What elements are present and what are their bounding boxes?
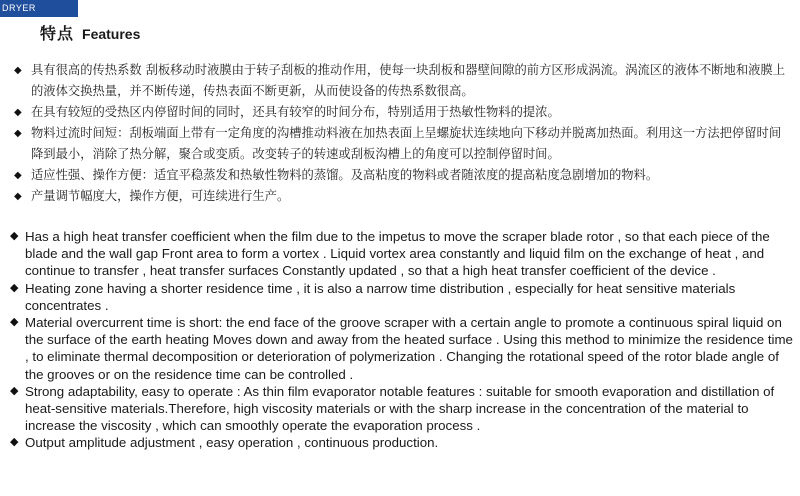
feature-zh-item: [14, 102, 790, 123]
diamond-bullet-icon: ◆: [10, 281, 19, 294]
feature-zh-text: 适应性强、操作方便：适宜平稳蒸发和热敏性物料的蒸馏。及高粘度的物料或者随浓度的提高粘度急剧增加的物料。: [31, 168, 659, 182]
diamond-bullet-icon: ◆: [14, 170, 22, 181]
feature-en-text: Material overcurrent time is short: the end face of the groove scraper with a certain angle to promote a continuous spiral liquid on the surface of the earth heating Moves down and away from the heated surface . Using this method to minimize the residence time , to eliminate thermal decomposition or deterioration of polymerization . Changing the rotational speed of the rotor blade angle of the grooves or on the residence time can be controlled .: [25, 315, 793, 382]
diamond-bullet-icon: ◆: [10, 316, 19, 329]
page-title-zh: 特点: [40, 26, 75, 43]
page-title: [40, 21, 140, 41]
diamond-bullet-icon: ◆: [10, 230, 19, 242]
diamond-bullet-icon: ◆: [10, 384, 19, 397]
feature-zh-text: 在具有较短的受热区内停留时间的同时，还具有较窄的时间分布，特别适用于热敏性物料的提浓。: [31, 105, 560, 119]
diamond-bullet-icon: ◆: [14, 107, 22, 118]
diamond-bullet-icon: ◆: [14, 191, 22, 202]
features-en-list: [10, 228, 794, 452]
diamond-bullet-icon: ◆: [10, 436, 19, 449]
page-title-en: Features: [82, 26, 141, 42]
feature-en-text: Heating zone having a shorter residence time , it is also a narrow time distribution , especially for heat sensitive materials concentrates .: [25, 280, 736, 313]
feature-en-item: [10, 434, 794, 451]
feature-en-text: Has a high heat transfer coefficient when the film due to the impetus to move the scraper blade rotor , so that each piece of the blade and the wall gap Front area to form a vortex . Liquid vortex area constantly and liquid film on the exchange of heat , and continue to transfer , heat transfer surfaces Constantly updated , so that a high heat transfer coefficient of the device .: [25, 229, 770, 279]
diamond-bullet-icon: ◆: [14, 128, 22, 139]
feature-en-text: Strong adaptability, easy to operate : As thin film evaporator notable features : suitable for smooth evaporation and distillation of heat-sensitive materials.Therefore, high viscosity materials or with the sharp increase in the concentration of the material to increase the viscosity , which can smoothly operate the evaporation process .: [25, 383, 775, 434]
section-tag-rule: [0, 16, 78, 17]
feature-en-item: [10, 280, 794, 314]
section-tag: DRYER: [0, 0, 78, 16]
feature-en-item: [10, 383, 794, 435]
diamond-bullet-icon: ◆: [14, 65, 22, 76]
features-zh-list: [14, 60, 790, 207]
feature-zh-text: 物料过流时间短：刮板端面上带有一定角度的沟槽推动料液在加热表面上呈螺旋状连续地向下移动并脱离加热面。利用这一方法把停留时间降到最小，消除了热分解，聚合或变质。改变转子的转速或刮板沟槽上的角度可以控制停留时间。: [31, 126, 782, 161]
feature-en-item: [10, 314, 794, 383]
feature-zh-item: [14, 60, 790, 102]
feature-zh-item: [14, 123, 790, 165]
feature-zh-item: [14, 165, 790, 186]
feature-zh-text: 具有很高的传热系数 刮板移动时液膜由于转子刮板的推动作用，使每一块刮板和器壁间隙的前方区形成涡流。涡流区的液体不断地和液膜上的液体交换热量，并不断传递，传热表面不断更新，从而使设备的传热系数很高。: [31, 63, 786, 98]
feature-en-text: Output amplitude adjustment , easy operation , continuous production.: [25, 435, 439, 451]
feature-zh-text: 产量调节幅度大，操作方便，可连续进行生产。: [31, 189, 290, 203]
feature-en-item: [10, 228, 794, 280]
feature-zh-item: [14, 186, 790, 207]
